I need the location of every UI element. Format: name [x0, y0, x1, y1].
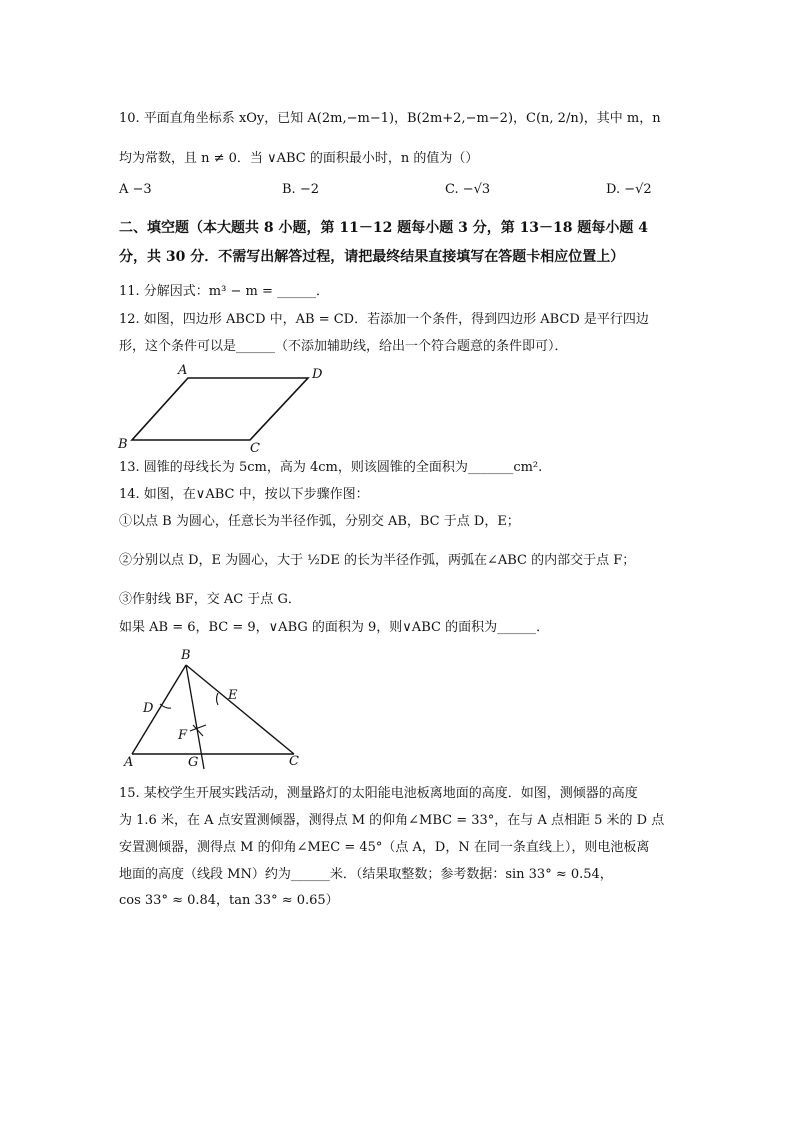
- label-d: D: [312, 367, 323, 382]
- q14-step1: ①以点 B 为圆心，任意长为半径作弧，分别交 AB，BC 于点 D，E；: [119, 514, 520, 529]
- q15-line1: 15. 某校学生开展实践活动，测量路灯的太阳能电池板离地面的高度．如图，测倾器的高度: [119, 786, 638, 801]
- q10-option-a: A −3: [119, 182, 152, 197]
- q12-line2: 形，这个条件可以是______（不添加辅助线，给出一个符合题意的条件即可）．: [119, 339, 568, 354]
- label-a: A: [124, 755, 134, 770]
- q15-line4: 地面的高度（线段 MN）约为______米．（结果取整数；参考数据：sin 33° ≈ 0.54，: [119, 867, 613, 882]
- label-f: F: [178, 728, 188, 743]
- label-b: B: [118, 437, 128, 452]
- section-heading-line2: 分，共 30 分．不需写出解答过程，请把最终结果直接填写在答题卡相应位置上）: [119, 249, 625, 265]
- label-c: C: [250, 441, 260, 455]
- q15-line3: 安置测倾器，测得点 M 的仰角∠MEC = 45°（点 A，D，N 在同一条直线上），则电池板离: [119, 840, 650, 855]
- q15-line2: 为 1.6 米，在 A 点安置测倾器，测得点 M 的仰角∠MBC = 33°，在与 A 点相距 5 米的 D 点: [119, 813, 665, 828]
- label-a: A: [178, 363, 188, 378]
- section-heading-line1: 二、填空题（本大题共 8 小题，第 11－12 题每小题 3 分，第 13－18 题每小题 4: [119, 220, 649, 236]
- q14-step3: ③作射线 BF，交 AC 于点 G．: [119, 592, 301, 607]
- q10-option-d: D. −√2: [606, 182, 652, 197]
- q10-option-b: B. −2: [282, 182, 319, 197]
- label-c: C: [289, 754, 299, 769]
- q14-step2: ②分别以点 D，E 为圆心，大于 ½DE 的长为半径作弧，两弧在∠ABC 的内部交于点 F；: [119, 553, 636, 568]
- segment-bc: [186, 665, 294, 754]
- label-e: E: [228, 688, 238, 703]
- q14-triangle-figure: [118, 645, 318, 773]
- q14-question: 如果 AB = 6，BC = 9，∨ABG 的面积为 9，则∨ABC 的面积为______．: [119, 620, 550, 635]
- label-b: B: [181, 648, 191, 663]
- arc-mark-e: [217, 693, 219, 705]
- q12-parallelogram-figure: [112, 360, 344, 455]
- q13-text: 13. 圆锥的母线长为 5cm，高为 4cm，则该圆锥的全面积为_______cm².: [119, 460, 543, 475]
- q15-line5: cos 33° ≈ 0.84，tan 33° ≈ 0.65）: [119, 893, 339, 908]
- q10-option-c: C. −√3: [445, 182, 491, 197]
- q10-line2: 均为常数，且 n ≠ 0．当 ∨ABC 的面积最小时，n 的值为（）: [119, 151, 479, 166]
- label-d: D: [143, 701, 154, 716]
- q12-line1: 12. 如图，四边形 ABCD 中，AB = CD．若添加一个条件，得到四边形 ABCD 是平行四边: [119, 312, 649, 327]
- q11-text: 11. 分解因式：m³ − m = ______．: [119, 284, 329, 299]
- parallelogram-abcd: [132, 378, 308, 440]
- label-g: G: [188, 755, 199, 770]
- q10-line1: 10. 平面直角坐标系 xOy，已知 A(2m,−m−1)，B(2m+2,−m−2)，C(n, 2/n)，其中 m，n: [119, 111, 661, 126]
- q14-line1: 14. 如图，在∨ABC 中，按以下步骤作图：: [119, 487, 369, 502]
